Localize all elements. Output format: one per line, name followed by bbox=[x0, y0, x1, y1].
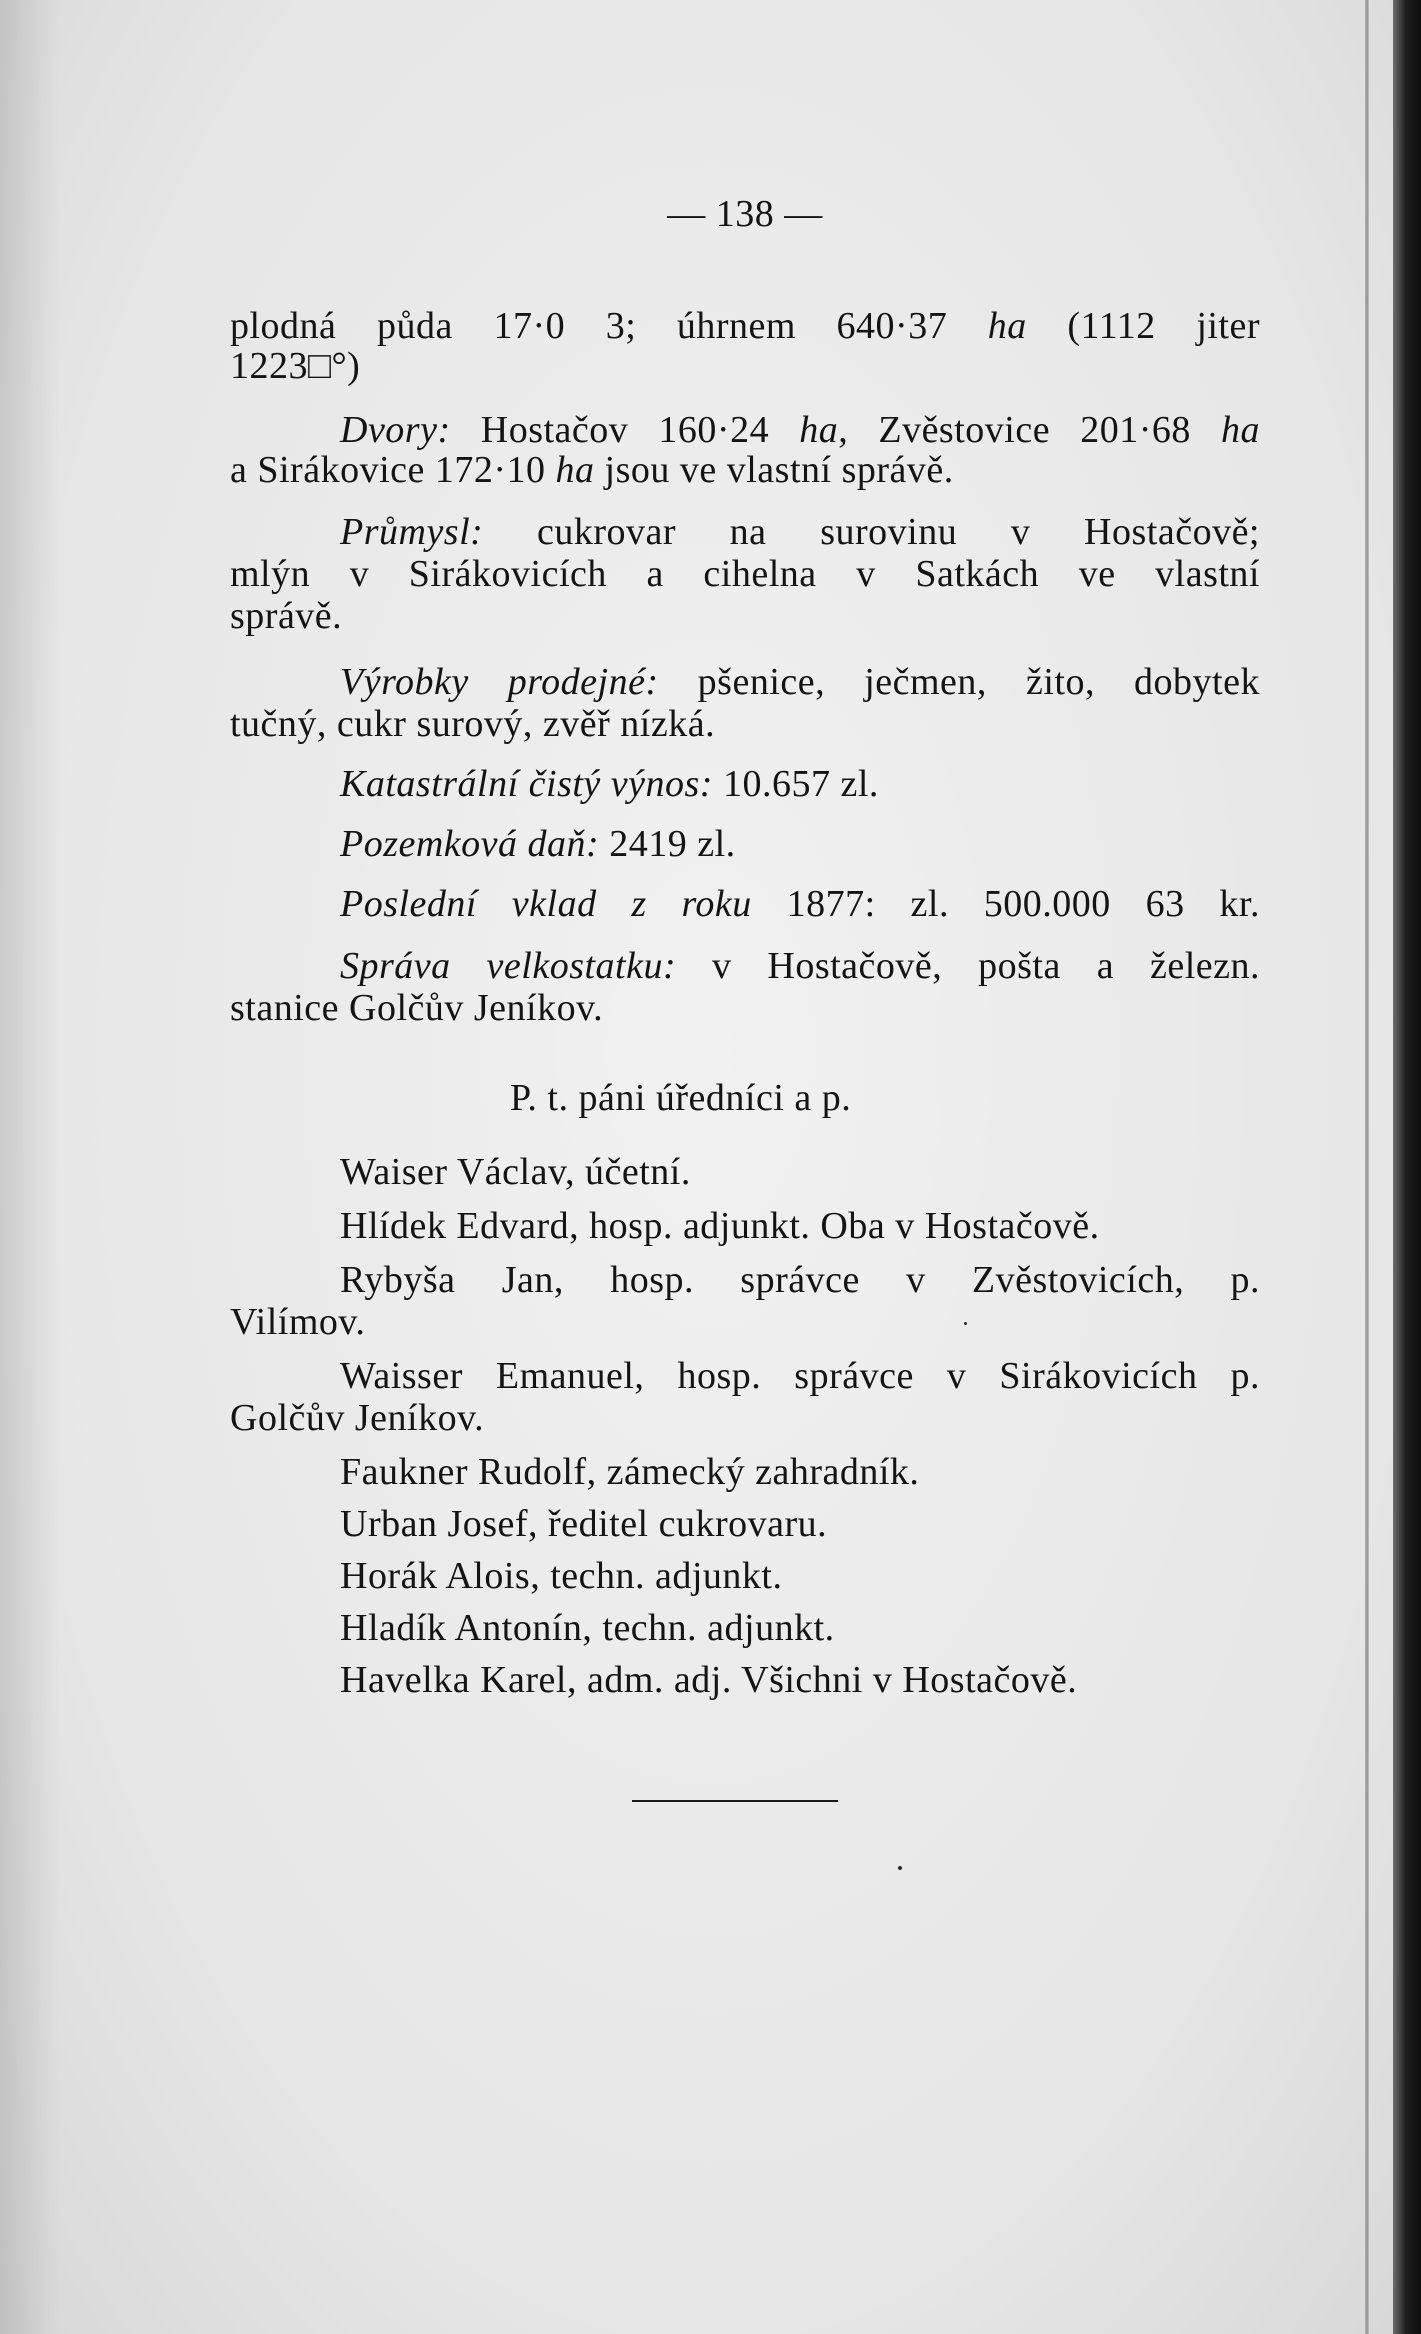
italic-label: Dvory: bbox=[340, 409, 451, 451]
text-run: , Zvěstovice 201·68 bbox=[838, 409, 1221, 451]
text-line bbox=[340, 944, 1260, 988]
text-run: Rybyša Jan, hosp. správce v Zvěstovicích, p. bbox=[340, 1259, 1260, 1301]
text-run: a Sirákovice 172·10 bbox=[230, 449, 556, 491]
text-line bbox=[340, 1658, 1077, 1702]
text-run: stanice Golčův Jeníkov. bbox=[230, 987, 604, 1029]
text-run: plodná půda 17·0 3; úhrnem 640·37 bbox=[230, 305, 988, 347]
italic-label: ha bbox=[799, 409, 839, 451]
text-run: Golčův Jeníkov. bbox=[230, 1397, 485, 1439]
page-edge-border bbox=[1393, 0, 1421, 2334]
text-run: jsou ve vlastní správě. bbox=[594, 449, 954, 491]
text-run: Hladík Antonín, techn. adjunkt. bbox=[340, 1607, 835, 1649]
italic-label: Výrobky prodejné: bbox=[340, 661, 659, 703]
text-line bbox=[340, 510, 1260, 554]
italic-label: ha bbox=[987, 305, 1027, 347]
text-run: Vilímov. bbox=[230, 1301, 366, 1343]
text-line bbox=[230, 594, 342, 638]
text-line bbox=[340, 660, 1260, 704]
text-run: 10.657 zl. bbox=[712, 763, 879, 805]
page-edge-line bbox=[1365, 0, 1369, 2334]
text-line bbox=[340, 1554, 782, 1598]
text-run: Waisser Emanuel, hosp. správce v Sirákovicích p. bbox=[340, 1355, 1260, 1397]
text-line bbox=[230, 552, 1260, 596]
text-line bbox=[230, 1300, 365, 1344]
italic-label: Katastrální čistý výnos: bbox=[340, 763, 713, 805]
text-run: Hlídek Edvard, hosp. adjunkt. Oba v Hostačově. bbox=[340, 1205, 1100, 1247]
text-run: Urban Josef, ředitel cukrovaru. bbox=[340, 1503, 828, 1545]
text-run: cukrovar na surovinu v Hostačově; bbox=[483, 511, 1260, 553]
text-line bbox=[340, 1204, 1100, 1248]
text-run: P. t. páni úředníci a p. bbox=[510, 1077, 852, 1119]
page-gutter-shadow bbox=[0, 0, 60, 2334]
text-line bbox=[340, 408, 1260, 452]
end-rule bbox=[632, 1800, 838, 1802]
text-run: správě. bbox=[230, 595, 343, 637]
text-line bbox=[230, 304, 1260, 348]
text-line bbox=[340, 822, 736, 866]
text-line bbox=[510, 1076, 851, 1120]
text-run: mlýn v Sirákovicích a cihelna v Satkách ve vlastní bbox=[230, 553, 1260, 595]
italic-label: ha bbox=[1221, 409, 1260, 451]
text-line bbox=[230, 448, 954, 492]
text-run: 2419 zl. bbox=[599, 823, 736, 865]
text-run: (1112 jiter bbox=[1026, 305, 1261, 347]
text-line bbox=[340, 762, 879, 806]
text-run: Waiser Václav, účetní. bbox=[340, 1151, 691, 1193]
text-line bbox=[340, 1258, 1260, 1302]
text-run: 1223□°) bbox=[230, 345, 361, 387]
text-run: Horák Alois, techn. adjunkt. bbox=[340, 1555, 783, 1597]
italic-label: Poslední vklad z roku bbox=[340, 883, 752, 925]
text-run: pšenice, ječmen, žito, dobytek bbox=[658, 661, 1260, 703]
italic-label: Průmysl: bbox=[340, 511, 484, 553]
text-run: v Hostačově, pošta a železn. bbox=[676, 945, 1261, 987]
print-speck bbox=[898, 1866, 902, 1870]
text-run: Havelka Karel, adm. adj. Všichni v Hostačově. bbox=[340, 1659, 1078, 1701]
text-run: 1877: zl. 500.000 63 kr. bbox=[751, 883, 1260, 925]
page-number: — 138 — bbox=[667, 193, 823, 235]
text-run: Faukner Rudolf, zámecký zahradník. bbox=[340, 1451, 920, 1493]
text-line bbox=[230, 702, 715, 746]
text-line bbox=[340, 882, 1260, 926]
text-line bbox=[230, 1396, 484, 1440]
text-line bbox=[340, 1450, 919, 1494]
italic-label: Správa velkostatku: bbox=[340, 945, 677, 987]
text-line bbox=[230, 344, 360, 388]
italic-label: Pozemková daň: bbox=[340, 823, 600, 865]
text-line bbox=[340, 1606, 835, 1650]
text-line bbox=[340, 1354, 1260, 1398]
print-speck bbox=[964, 1322, 967, 1325]
text-run: tučný, cukr surový, zvěř nízká. bbox=[230, 703, 716, 745]
text-run: Hostačov 160·24 bbox=[450, 409, 800, 451]
italic-label: ha bbox=[555, 449, 595, 491]
text-line bbox=[230, 986, 603, 1030]
text-line bbox=[340, 1150, 691, 1194]
text-line bbox=[340, 1502, 827, 1546]
